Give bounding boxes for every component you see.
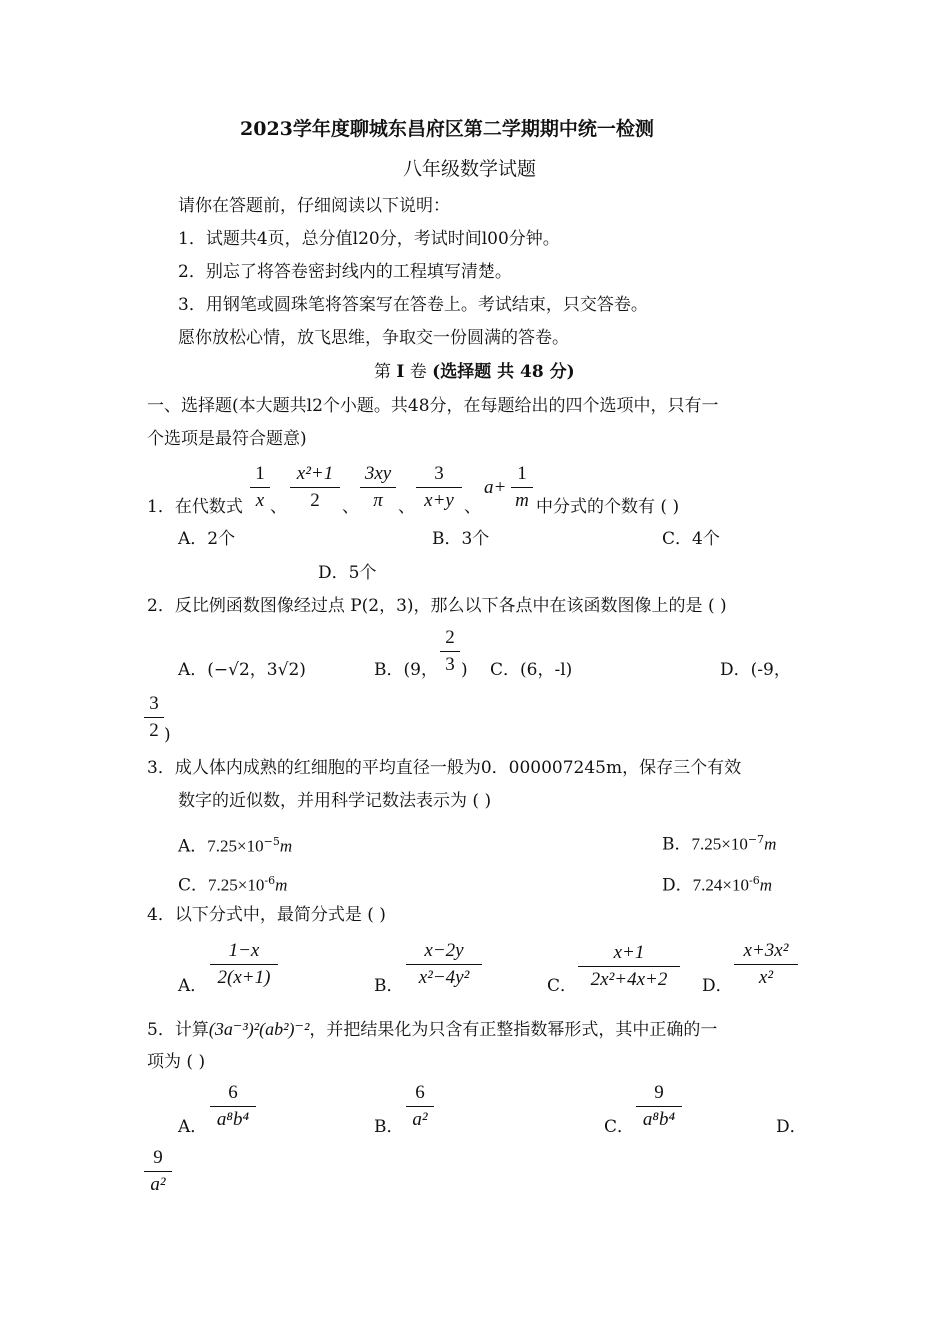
- q4-c-label: C．: [547, 976, 578, 996]
- q1-f3-num: 3xy: [364, 463, 392, 484]
- q5-a-den: a⁸b⁴: [216, 1109, 250, 1130]
- q4-a-label: A．: [178, 976, 208, 996]
- q3-c-exponent: -6: [264, 874, 276, 887]
- q1-f5-num: 1: [517, 463, 527, 484]
- q4-option-b-fraction: [406, 939, 482, 990]
- q4-option-d-fraction: [734, 939, 798, 990]
- q5-a-num: 6: [228, 1082, 238, 1103]
- q1-separator: 、: [342, 497, 359, 517]
- q3-b-value: 7.25×10: [691, 834, 748, 854]
- q3-a-value: 7.25×10: [207, 836, 264, 856]
- q5-option-c-fraction: [636, 1081, 682, 1132]
- q1-f4-num: 3: [434, 463, 444, 484]
- q3-c-label: C．: [178, 875, 209, 896]
- section-heading-bold: (选择题 共 48 分): [432, 362, 575, 382]
- q1-separator: 、: [398, 497, 415, 517]
- q5-b-num: 6: [415, 1082, 425, 1103]
- q1-fraction-3: [360, 462, 396, 513]
- q1-f4-den: x+y: [424, 490, 454, 511]
- section-heading-roman: I: [396, 362, 405, 382]
- q4-option-a-fraction: [210, 939, 278, 990]
- section-heading-middle: 卷: [404, 362, 433, 382]
- q3-c-unit: m: [275, 875, 288, 895]
- q5-option-b-fraction: [406, 1081, 434, 1132]
- q1-f3-den: π: [373, 490, 383, 511]
- q2-option-b-prefix: B．(9，: [374, 660, 438, 680]
- q5-a-label: A．: [178, 1117, 208, 1137]
- page-title: 2023学年度聊城东昌府区第二学期期中统一检测: [240, 118, 654, 140]
- q4-b-num: x−2y: [424, 940, 464, 961]
- q3-b-exponent: −7: [747, 833, 765, 846]
- q3-c-value: 7.25×10: [208, 875, 265, 895]
- q5-d-label: D．: [776, 1117, 807, 1137]
- q1-f1-den: x: [255, 490, 265, 511]
- q3-d-unit: m: [759, 875, 772, 895]
- q3-a-unit: m: [279, 836, 293, 856]
- q3-b-label: B．: [662, 834, 692, 855]
- q4-b-den: x²−4y²: [418, 967, 470, 988]
- q2-d-num: 3: [149, 693, 159, 714]
- page-subtitle: 八年级数学试题: [403, 158, 537, 180]
- q1-f1-num: 1: [255, 463, 265, 484]
- q1-stem-suffix: 中分式的个数有 ( ): [536, 497, 680, 517]
- q3-b-unit: m: [764, 834, 777, 854]
- q1-fraction-5: [511, 462, 533, 513]
- q1-stem: 1．在代数式: [147, 497, 243, 517]
- q4-d-label: D．: [702, 976, 733, 996]
- q3-d-exponent: -6: [748, 874, 760, 887]
- q5-d-den: a²: [150, 1174, 166, 1195]
- q2-option-b-suffix: ): [461, 660, 468, 680]
- q3-option-b: [662, 829, 776, 856]
- q1-separator: 、: [464, 497, 481, 517]
- instruction-item: 2．别忘了将答卷密封线内的工程填写清楚。: [178, 262, 512, 282]
- q1-fraction-1: [250, 462, 270, 513]
- q5-b-label: B．: [374, 1117, 404, 1137]
- q1-option-a: A．2个: [178, 529, 236, 549]
- q5-c-den: a⁸b⁴: [642, 1109, 676, 1130]
- q3-stem: 3．成人体内成熟的红细胞的平均直径一般为0．000007245m，保存三个有效: [147, 758, 742, 778]
- instructions-intro: 请你在答题前，仔细阅读以下说明：: [178, 196, 450, 216]
- q5-suffix: ，并把结果化为只含有正整指数幂形式，其中正确的一: [309, 1020, 718, 1040]
- q3-a-exponent: −5: [263, 835, 280, 848]
- q1-option-b: B．3个: [432, 529, 490, 549]
- q2-option-b-fraction: [440, 626, 460, 677]
- part-description: 一、选择题(本大题共l2个小题。共48分，在每题给出的四个选项中，只有一: [147, 396, 719, 416]
- q4-d-num: x+3x²: [743, 940, 789, 961]
- q1-option-d: D．5个: [318, 563, 377, 583]
- q2-option-c: C．(6，-l): [490, 660, 573, 680]
- q4-a-den: 2(x+1): [217, 967, 271, 988]
- section-heading: [374, 361, 575, 383]
- q1-fraction-4: [416, 462, 462, 513]
- q2-b-num: 2: [445, 627, 455, 648]
- q4-c-num: x+1: [613, 942, 645, 963]
- q5-c-num: 9: [654, 1082, 664, 1103]
- q5-option-d-fraction: [144, 1146, 172, 1197]
- q1-f5-den: m: [515, 490, 529, 511]
- q1-f5-lead: a+: [484, 477, 507, 498]
- q1-f2-num: x²+1: [296, 463, 334, 484]
- q2-option-d-fraction: [144, 692, 164, 743]
- q4-b-label: B．: [374, 976, 404, 996]
- q3-option-a: [178, 831, 292, 858]
- q5-stem: [147, 1018, 717, 1041]
- instructions-wish: 愿你放松心情，放飞思维，争取交一份圆满的答卷。: [178, 328, 569, 348]
- q5-b-den: a²: [412, 1109, 428, 1130]
- q3-d-value: 7.24×10: [692, 875, 749, 895]
- q5-prefix: 5．计算: [147, 1020, 209, 1040]
- q4-option-c-fraction: [578, 941, 680, 992]
- q2-option-a: A．(−√2，3√2): [178, 660, 306, 680]
- q3-stem-cont: 数字的近似数，并用科学记数法表示为 ( ): [178, 791, 492, 811]
- q5-c-label: C．: [604, 1117, 635, 1137]
- q3-option-c: [178, 870, 287, 897]
- instruction-item: 3．用钢笔或圆珠笔将答案写在答卷上。考试结束，只交答卷。: [178, 295, 648, 315]
- section-heading-prefix: 第: [374, 362, 397, 382]
- q3-option-d: [662, 870, 772, 897]
- q1-option-c: C．4个: [662, 529, 720, 549]
- q4-stem: 4．以下分式中，最简分式是 ( ): [147, 905, 386, 925]
- q2-option-d-prefix: D．(-9，: [720, 660, 791, 680]
- instruction-item: 1．试题共4页，总分值l20分，考试时间l00分钟。: [178, 229, 560, 249]
- q1-fraction-2: [290, 462, 340, 513]
- q2-stem: 2．反比例函数图像经过点 P(2，3)，那么以下各点中在该函数图像上的是 ( ): [147, 596, 727, 616]
- q3-a-label: A．: [178, 836, 208, 857]
- q1-f2-den: 2: [310, 490, 320, 511]
- q4-d-den: x²: [758, 967, 774, 988]
- q3-d-label: D．: [662, 875, 693, 896]
- q2-d-den: 2: [149, 720, 159, 741]
- q1-separator: 、: [270, 497, 287, 517]
- q5-expression: (3a⁻³)²(ab²)⁻²: [208, 1019, 310, 1039]
- q2-option-d-suffix: ): [164, 725, 171, 745]
- q5-d-num: 9: [153, 1147, 163, 1168]
- q5-option-a-fraction: [210, 1081, 256, 1132]
- q4-a-num: 1−x: [228, 940, 260, 961]
- part-description-cont: 个选项是最符合题意): [147, 429, 307, 449]
- q2-b-den: 3: [445, 654, 455, 675]
- q4-c-den: 2x²+4x+2: [590, 969, 668, 990]
- q5-stem-cont: 项为 ( ): [147, 1052, 206, 1072]
